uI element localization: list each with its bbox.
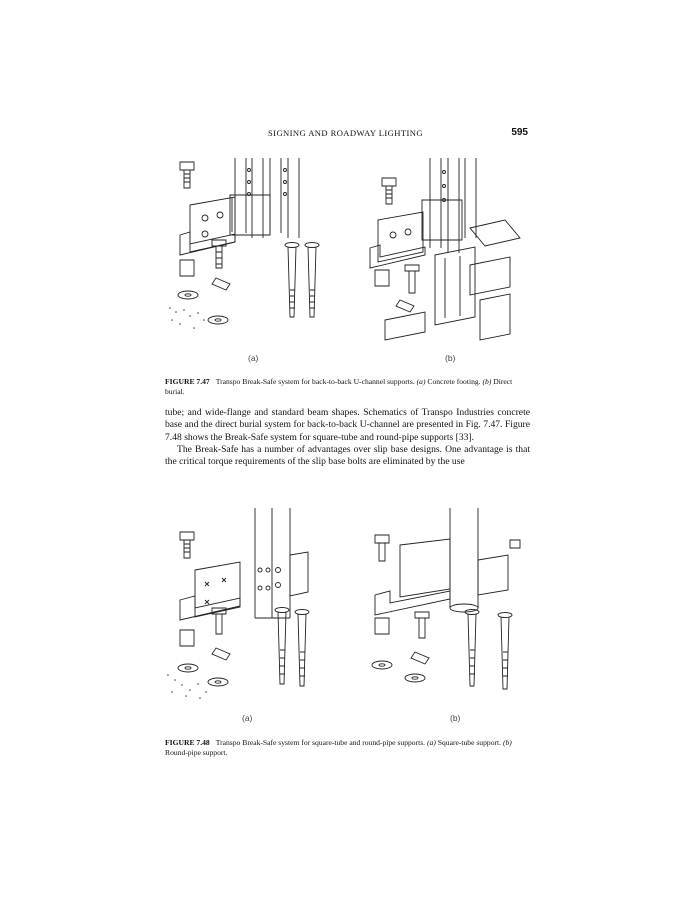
breaksafe-direct-burial-drawing: [370, 158, 520, 340]
figure-7-48: [160, 500, 530, 725]
figure-7-47-caption-number: FIGURE 7.47: [165, 377, 210, 386]
figure-7-48-caption-text: Transpo Break-Safe system for square-tube and round-pipe supports.: [215, 738, 426, 747]
figure-7-47-caption-a-letter: (a): [416, 377, 426, 386]
figure-7-47-sublabel-a: (a): [248, 353, 259, 363]
figure-7-47-caption-b-letter: (b): [482, 377, 492, 386]
figure-7-48-caption-b-text: Round-pipe support.: [165, 748, 228, 757]
breaksafe-round-pipe-drawing: [372, 508, 520, 689]
figure-7-47-illustration: [160, 150, 530, 365]
figure-7-47-caption-a-text: Concrete footing.: [427, 377, 481, 386]
figure-7-48-caption: [165, 738, 530, 758]
figure-7-48-caption-number: FIGURE 7.48: [165, 738, 210, 747]
figure-7-48-illustration: [160, 500, 530, 725]
running-head: SIGNING AND ROADWAY LIGHTING: [268, 128, 423, 138]
breaksafe-concrete-footing-drawing: [169, 158, 319, 329]
body-text: [165, 407, 530, 468]
figure-7-48-caption-a-text: Square-tube support.: [437, 738, 502, 747]
figure-7-47-caption: [165, 377, 530, 397]
page-header: [168, 128, 528, 142]
figure-7-48-sublabel-a: (a): [242, 713, 253, 723]
figure-7-47-caption-b-text: Direct burial.: [165, 377, 513, 396]
figure-7-47: [160, 150, 530, 365]
figure-7-47-caption-text: Transpo Break-Safe system for back-to-back U-channel supports.: [215, 377, 415, 386]
body-paragraph-1: tube; and wide-flange and standard beam shapes. Schematics of Transpo Industries concrete base and the direct burial system for back-to-back U-channel are presented in Fig. 7.47. Figure 7.48 shows the Break-Safe system for square-tube and round-pipe supports [33].: [165, 407, 530, 443]
body-paragraph-2: The Break-Safe has a number of advantages over slip base designs. One advantage is that the critical torque requirements of the slip base bolts are eliminated by the use: [165, 443, 530, 468]
page-number: 595: [511, 127, 528, 138]
figure-7-48-sublabel-b: (b): [450, 713, 461, 723]
figure-7-48-caption-b-letter: (b): [502, 738, 512, 747]
breaksafe-square-tube-drawing: [167, 508, 309, 699]
figure-7-47-sublabel-b: (b): [445, 353, 456, 363]
figure-7-48-caption-a-letter: (a): [427, 738, 436, 747]
